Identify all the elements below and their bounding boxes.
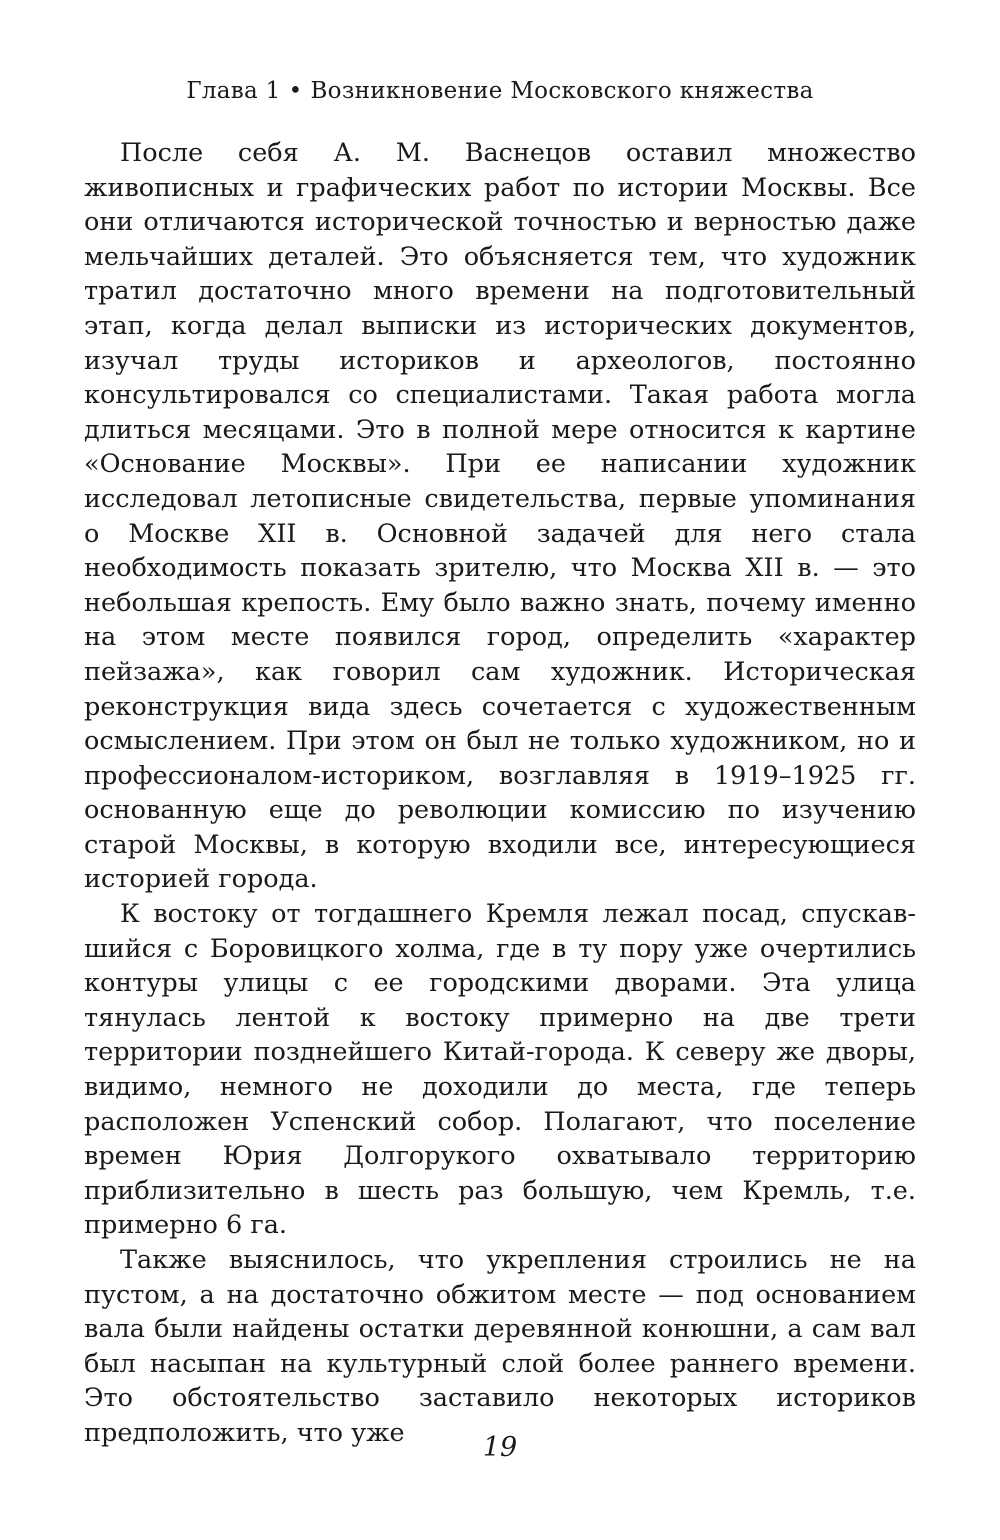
running-head [84, 78, 916, 104]
body-text [84, 136, 916, 1451]
bullet-separator: • [288, 78, 303, 104]
chapter-title: Возникновение Московского княжества [310, 78, 814, 104]
paragraph: После себя А. М. Васнецов оставил множество живописных и графических работ по истории Москвы. Все они отличаются исторической точностью и верностью даже мельчайших деталей. Это объясняется тем, что художник тратил достаточно много времени на подготовительный этап, когда делал выписки из исторических документов, изучал труды историков и археологов, постоянно консультировался со специалистами. Такая работа могла длиться месяцами. Это в полной мере относится к картине «Основание Москвы». При ее написании художник исследовал летописные свидетельства, первые упоминания о Москве XII в. Основной задачей для него стала необходимость показать зрителю, что Москва XII в. — это небольшая крепость. Ему было важно знать, почему именно на этом месте появился город, определить «характер пейзажа», как говорил сам художник. Историческая реконструкция вида здесь сочетается с художественным осмыслением. При этом он был не только художником, но и профессионалом-историком, возглавляя в 1919–1925 гг. основанную еще до революции комиссию по изучению старой Москвы, в которую входили все, интересующиеся историей города. [84, 138, 916, 895]
book-page [84, 78, 916, 1451]
paragraph: Также выяснилось, что укрепления строились не на пустом, а на достаточно обжитом месте — под основанием вала были найдены остатки деревянной конюшни, а сам вал был насыпан на культурный слой более раннего времени. Это обстоятельство заставило некоторых историков предположить, что уже [84, 1245, 916, 1448]
chapter-label: Глава 1 [186, 78, 281, 104]
paragraph: К востоку от тогдашнего Кремля лежал посад, спускавшийся с Боровицкого холма, где в ту пору уже очертились контуры улицы с ее городскими дворами. Эта улица тянулась лентой к востоку примерно на две трети территории позднейшего Китай-города. К северу же дворы, видимо, немного не доходили до места, где теперь расположен Успенский собор. Полагают, что поселение времен Юрия Долгорукого охватывало территорию приблизительно в шесть раз большую, чем Кремль, т.е. примерно 6 га. [84, 899, 916, 1241]
page-number: 19 [482, 1432, 518, 1463]
